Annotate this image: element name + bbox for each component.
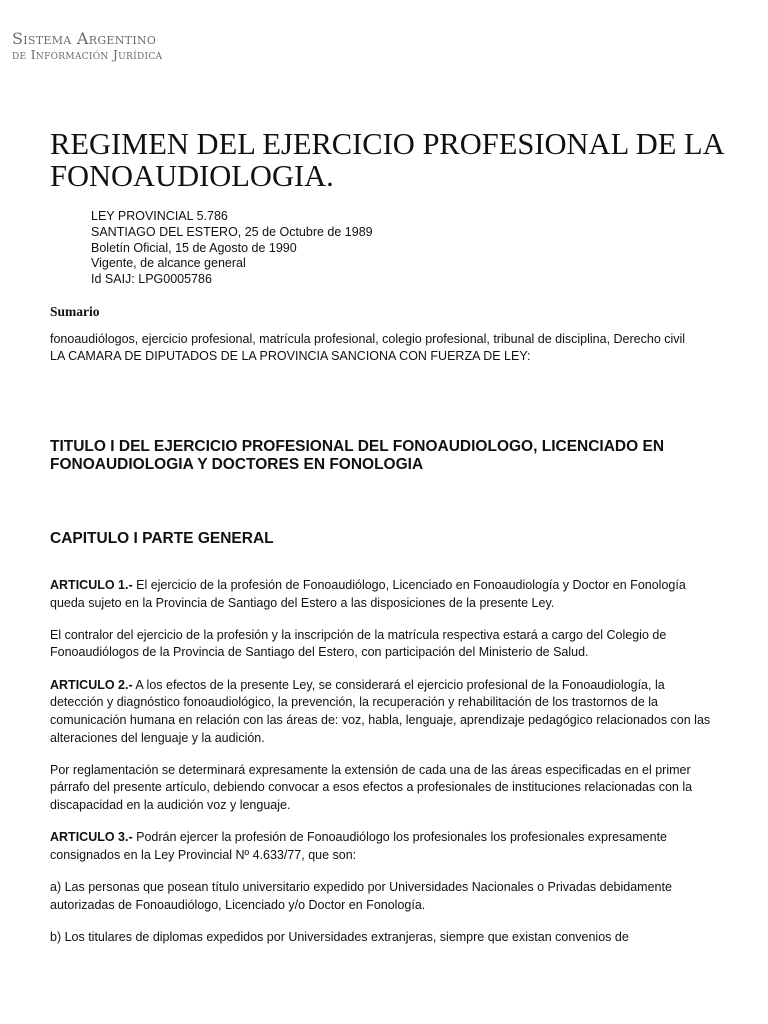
sumario-section — [50, 331, 718, 365]
document-metadata — [91, 209, 373, 288]
paragraph-reglamentacion: Por reglamentación se determinará expresamente la extensión de cada una de las áreas especificadas en el primer párrafo del presente artículo, debiendo convocar a esos efectos a profesionales de instituciones relacionadas con la discapacidad en la audición voz y lenguaje. — [50, 762, 693, 812]
sumario-heading: Sumario — [50, 304, 100, 319]
articulo-1-text: El ejercicio de la profesión de Fonoaudiólogo, Licenciado en Fonoaudiología y Doctor en Fonología queda sujeto en la Provincia de Santiago del Estero a las disposiciones de la presente Ley. — [50, 578, 686, 610]
sumario-keywords: fonoaudiólogos, ejercicio profesional, matrícula profesional, colegio profesional, tribunal de disciplina, Derecho civil — [50, 332, 686, 346]
saij-logo — [12, 30, 162, 62]
meta-lugar-fecha: SANTIAGO DEL ESTERO, 25 de Octubre de 1989 — [91, 224, 373, 239]
titulo-heading: TITULO I DEL EJERCICIO PROFESIONAL DEL FONOAUDIOLOGO, LICENCIADO EN FONOAUDIOLOGIA Y DOCTORES EN FONOLOGIA — [50, 438, 665, 473]
item-b: b) Los titulares de diplomas expedidos por Universidades extranjeras, siempre que existan convenios de — [50, 930, 629, 945]
articulo-1 — [50, 577, 718, 612]
meta-boletin: Boletín Oficial, 15 de Agosto de 1990 — [91, 240, 297, 255]
articulo-2 — [50, 677, 718, 747]
articulo-3-label: ARTICULO 3.- — [50, 830, 133, 845]
logo-line-1: Sistema Argentino — [12, 29, 157, 48]
sumario-preamble: LA CAMARA DE DIPUTADOS DE LA PROVINCIA SANCIONA CON FUERZA DE LEY: — [50, 349, 531, 363]
law-body — [50, 577, 718, 961]
articulo-3 — [50, 829, 718, 864]
meta-ley: LEY PROVINCIAL 5.786 — [91, 209, 228, 223]
articulo-3-text: Podrán ejercer la profesión de Fonoaudiólogo los profesionales los profesionales expresamente consignados en la Ley Provincial Nº 4.633/77, que son: — [50, 830, 667, 862]
item-a: a) Las personas que posean título universitario expedido por Universidades Nacionales o Privadas debidamente autorizadas de Fonoaudiólogo, Licenciado y/o Doctor en Fonología. — [50, 880, 672, 912]
articulo-2-text: A los efectos de la presente Ley, se considerará el ejercicio profesional de la Fonoaudiología, la detección y diagnóstico fonoaudiológico, la prevención, la recuperación y rehabilitación de los trastornos de la comunicación humana en relación con las áreas de: voz, habla, lenguaje, aprendizaje pedagógico relacionados con las alteraciones del lenguaje y la audición. — [50, 677, 711, 745]
articulo-2-label: ARTICULO 2.- — [50, 677, 133, 692]
capitulo-heading: CAPITULO I PARTE GENERAL — [50, 530, 274, 547]
paragraph-contralor: El contralor del ejercicio de la profesión y la inscripción de la matrícula respectiva estará a cargo del Colegio de Fonoaudiólogos de la Provincia de Santiago del Estero, con participación del Ministerio de Salud. — [50, 627, 667, 660]
articulo-1-label: ARTICULO 1.- — [50, 578, 133, 592]
document-title: REGIMEN DEL EJERCICIO PROFESIONAL DE LA FONOAUDIOLOGIA. — [50, 127, 723, 193]
meta-id-saij: Id SAIJ: LPG0005786 — [91, 272, 212, 287]
logo-line-2: de Información Jurídica — [12, 47, 163, 62]
meta-vigencia: Vigente, de alcance general — [91, 256, 246, 271]
